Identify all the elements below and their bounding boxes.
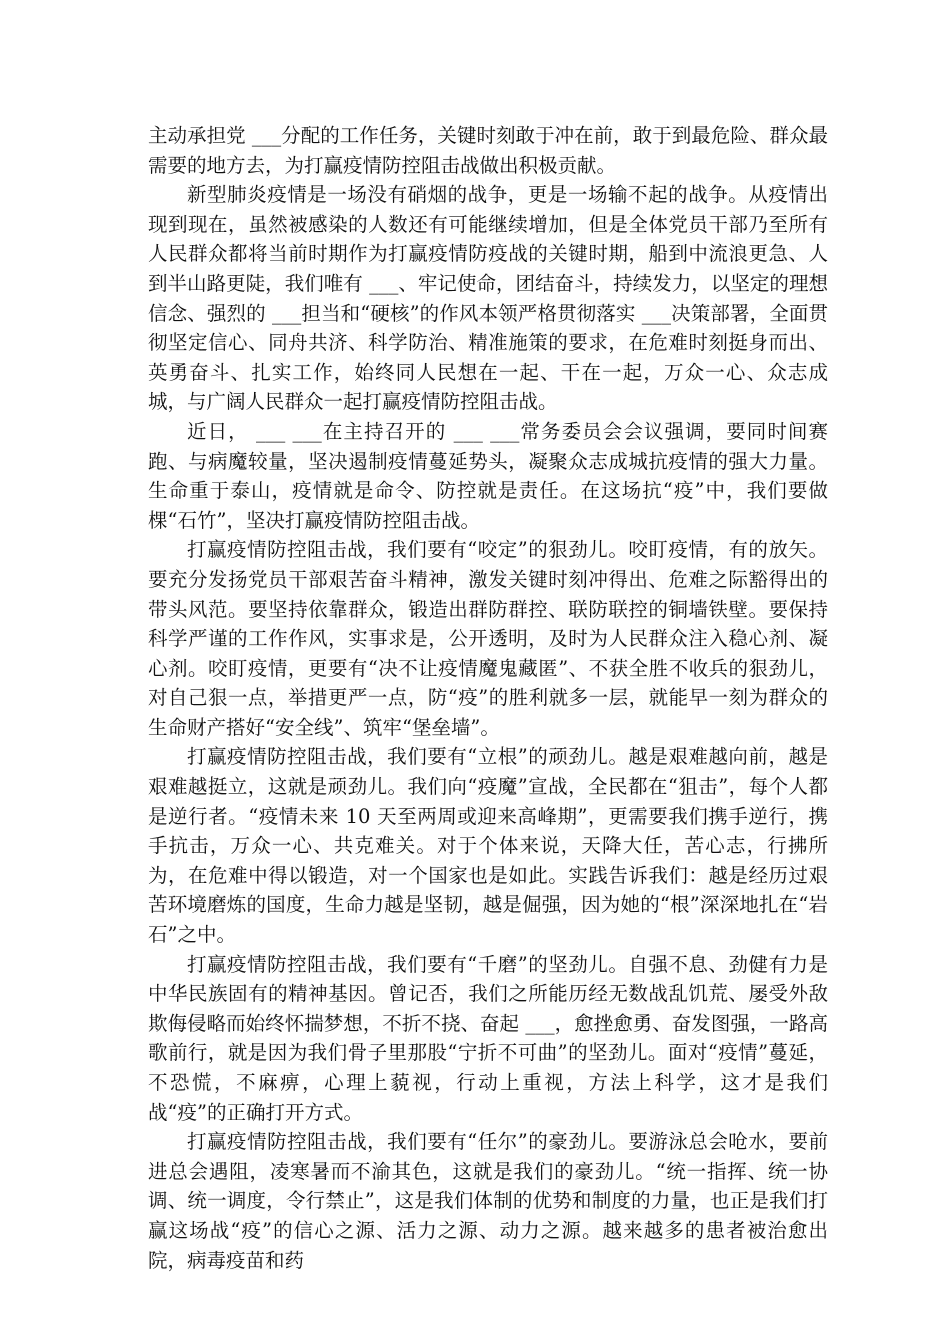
paragraph-5: 打赢疫情防控阻击战，我们要有“立根”的顽劲儿。越是艰难越向前，越是艰难越挺立，这就是顽劲儿。我们向“疫魔”宣战，全民都在“狙击”，每个人都是逆行者。“疫情未来 10 天至两周或迎来高峰期”，更需要我们携手逆行，携手抗击，万众一心、共克难关。对于个体来说，天降大任，苦心志，行拂所为，在危难中得以锻造，对一个国家也是如此。实践告诉我们：越是经历过艰苦环境磨炼的国度，生命力越是坚韧，越是倔强，因为她的“根”深深地扎在“岩石”之中。 — [148, 745, 828, 947]
paragraph-1: 主动承担党 ___分配的工作任务，关键时刻敢于冲在前，敢于到最危险、群众最需要的地方去，为打赢疫情防控阻击战做出积极贡献。 — [148, 124, 828, 177]
paragraph-2: 新型肺炎疫情是一场没有硝烟的战争，更是一场输不起的战争。从疫情出现到现在，虽然被感染的人数还有可能继续增加，但是全体党员干部乃至所有人民群众都将当前时期作为打赢疫情防疫战的关键时期，船到中流浪更急、人到半山路更陡，我们唯有 ___、牢记使命，团结奋斗，持续发力，以坚定的理想信念、强烈的 ___担当和“硬核”的作风本领严格贯彻落实 ___决策部署，全面贯彻坚定信心、同舟共济、科学防治、精准施策的要求，在危难时刻挺身而出、英勇奋斗、扎实工作，始终同人民想在一起、干在一起，万众一心、众志成城，与广阔人民群众一起打赢疫情防控阻击战。 — [148, 183, 828, 414]
paragraph-4: 打赢疫情防控阻击战，我们要有“咬定”的狠劲儿。咬盯疫情，有的放矢。要充分发扬党员干部艰苦奋斗精神，激发关键时刻冲得出、危难之际豁得出的带头风范。要坚持依靠群众，锻造出群防群控、联防联控的铜墙铁壁。要保持科学严谨的工作作风，实事求是，公开透明，及时为人民群众注入稳心剂、凝心剂。咬盯疫情，更要有“决不让疫情魔鬼藏匿”、不获全胜不收兵的狠劲儿，对自己狠一点，举措更严一点，防“疫”的胜利就多一层，就能早一刻为群众的生命财产搭好“安全线”、筑牢“堡垒墙”。 — [148, 538, 828, 739]
paragraph-3: 近日， ___ ___在主持召开的 ___ ___常务委员会会议强调，要同时间赛跑、与病魔较量，坚决遏制疫情蔓延势头，凝聚众志成城抗疫情的强大力量。生命重于泰山，疫情就是命令、防控就是责任。在这场抗“疫”中，我们要做棵“石竹”，坚决打赢疫情防控阻击战。 — [148, 419, 828, 532]
paragraph-7: 打赢疫情防控阻击战，我们要有“任尔”的豪劲儿。要游泳总会呛水，要前进总会遇阻，凌寒暑而不渝其色，这就是我们的豪劲儿。“统一指挥、统一协调、统一调度，令行禁止”，这是我们体制的优势和制度的力量，也正是我们打赢这场战“疫”的信心之源、活力之源、动力之源。越来越多的患者被治愈出院，病毒疫苗和药 — [148, 1130, 828, 1272]
document-body — [148, 121, 828, 1275]
paragraph-6: 打赢疫情防控阻击战，我们要有“千磨”的坚劲儿。自强不息、劲健有力是中华民族固有的精神基因。曾记否，我们之所能历经无数战乱饥荒、屡受外敌欺侮侵略而始终怀揣梦想，不折不挠、奋起 ___，愈挫愈勇、奋发图强，一路高歌前行，就是因为我们骨子里那股“宁折不可曲”的坚劲儿。面对“疫情”蔓延，不恐慌，不麻痹，心理上藐视，行动上重视，方法上科学，这才是我们战“疫”的正确打开方式。 — [148, 952, 828, 1124]
